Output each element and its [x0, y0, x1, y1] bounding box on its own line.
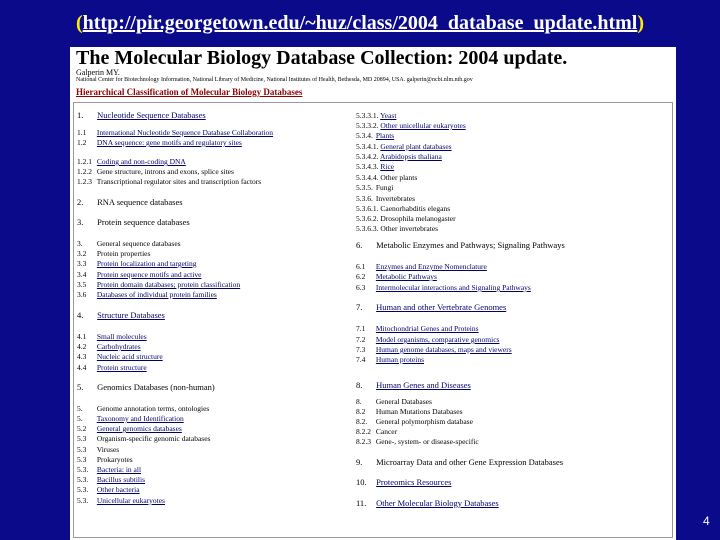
entry-label: Other invertebrates	[380, 224, 439, 233]
classification-entry	[77, 218, 190, 227]
source-url-link[interactable]: http://pir.georgetown.edu/~huz/class/2004_database_update.html	[82, 12, 638, 34]
entry-number: 8.2	[356, 407, 366, 416]
entry-link[interactable]: Rice	[380, 162, 395, 171]
entry-number: 1.2.1	[77, 157, 92, 166]
entry-number: 8.2.	[356, 417, 368, 426]
entry-label: Other plants	[380, 173, 418, 182]
entry-number: 5.3.4.2.	[356, 152, 379, 161]
entry-number: 5.3.4.	[356, 131, 373, 140]
entry-number: 7.2	[356, 335, 366, 344]
entry-number: 5.3.	[77, 475, 89, 484]
entry-label: RNA sequence databases	[97, 197, 183, 207]
page-title: The Molecular Biology Database Collection: 2004 update.	[76, 47, 568, 69]
entry-number: 5.2	[77, 424, 87, 433]
classification-entry[interactable]	[77, 465, 141, 474]
entry-number: 5.3	[77, 445, 87, 454]
classification-entry	[77, 198, 183, 207]
classification-entry[interactable]	[77, 352, 163, 361]
entry-label: Metabolic Enzymes and Pathways; Signaling Pathways	[376, 240, 565, 250]
entry-link[interactable]: DNA sequence: gene motifs and regulatory sites	[96, 138, 242, 147]
classification-entry[interactable]	[356, 121, 466, 130]
entry-number: 8.2.2	[356, 427, 371, 436]
classification-entry[interactable]	[356, 142, 452, 151]
entry-label: Protein properties	[96, 249, 151, 258]
entry-number: 5.3.5.	[356, 183, 373, 192]
entry-link[interactable]: Proteomics Resources	[376, 477, 452, 487]
entry-link[interactable]: Arabidopsis thaliana	[379, 152, 442, 161]
entry-link[interactable]: Plants	[375, 131, 395, 140]
entry-label: Cancer	[375, 427, 398, 436]
entry-link[interactable]: Other bacteria	[96, 485, 140, 494]
classification-entry[interactable]	[77, 414, 184, 423]
classification-entry	[356, 173, 417, 182]
classification-entry[interactable]	[77, 475, 145, 484]
entry-number: 5.3.4.1.	[356, 142, 379, 151]
classification-entry[interactable]	[77, 424, 182, 433]
classification-entry	[77, 404, 209, 413]
entry-number: 3.	[77, 217, 84, 227]
entry-link[interactable]: Nucleotide Sequence Databases	[97, 110, 206, 120]
entry-number: 5.	[77, 382, 84, 392]
entry-link[interactable]: Taxonomy and Identification	[96, 414, 184, 423]
entry-number: 11.	[356, 498, 367, 508]
entry-label: Gene-, system- or disease-specific	[375, 437, 479, 446]
entry-number: 3.3	[77, 259, 87, 268]
entry-link[interactable]: Coding and non-coding DNA	[96, 157, 186, 166]
entry-label: Protein sequence databases	[97, 217, 190, 227]
classification-entry[interactable]	[356, 345, 512, 354]
entry-number: 1.1	[77, 128, 87, 137]
classification-entry[interactable]	[77, 311, 165, 320]
classification-entry	[77, 445, 119, 454]
entry-label: Prokaryotes	[96, 455, 133, 464]
entry-link[interactable]: Nucleic acid structure	[96, 352, 163, 361]
classification-entry[interactable]	[77, 128, 273, 137]
classification-entry[interactable]	[356, 152, 442, 161]
entry-link[interactable]: Other Molecular Biology Databases	[376, 498, 499, 508]
entry-link[interactable]: International Nucleotide Sequence Database Collaboration	[96, 128, 274, 137]
classification-entry	[77, 434, 210, 443]
classification-entry	[356, 437, 479, 446]
classification-entry[interactable]	[356, 478, 451, 487]
classification-panel	[73, 102, 673, 538]
classification-entry[interactable]	[356, 499, 499, 508]
entry-number: 5.3.	[77, 465, 89, 474]
entry-link[interactable]: Enzymes and Enzyme Nomenclature	[375, 262, 487, 271]
entry-label: Fungi	[375, 183, 394, 192]
entry-label: Gene structure, introns and exons, splice sites	[96, 167, 234, 176]
classification-entry[interactable]	[356, 355, 424, 364]
entry-link[interactable]: Unicellular eukaryotes	[96, 496, 165, 505]
entry-link[interactable]: Human genome databases, maps and viewers	[375, 345, 512, 354]
affiliation: National Center for Biotechnology Information, National Library of Medicine, National Institutes of Health, Bethesda, MD 20894, USA. galperin@ncbi.nlm.nih.gov	[76, 77, 473, 83]
entry-number: 5.	[77, 404, 83, 413]
entry-number: 4.4	[77, 363, 87, 372]
author: Galperin MY.	[76, 68, 120, 77]
entry-number: 4.2	[77, 342, 87, 351]
entry-number: 8.	[356, 380, 363, 390]
classification-entry	[77, 383, 215, 392]
entry-link[interactable]: Protein localization and targeting	[96, 259, 197, 268]
classification-entry[interactable]	[77, 485, 140, 494]
entry-number: 5.3.3.2.	[356, 121, 379, 130]
entry-number: 3.6	[77, 290, 87, 299]
classification-entry[interactable]	[77, 270, 201, 279]
classification-link[interactable]: Hierarchical Classification of Molecular Biology Databases	[76, 87, 303, 97]
slide-page-number: 4	[703, 514, 710, 528]
entry-label: Human Mutations Databases	[375, 407, 463, 416]
entry-number: 5.3	[77, 434, 87, 443]
classification-entry[interactable]	[356, 303, 506, 312]
classification-entry	[356, 458, 563, 467]
entry-number: 1.2	[77, 138, 87, 147]
classification-entry	[356, 241, 565, 250]
classification-entry[interactable]	[77, 332, 147, 341]
classification-entry[interactable]	[77, 259, 197, 268]
classification-entry[interactable]	[77, 290, 217, 299]
entry-number: 5.3.	[77, 496, 89, 505]
entry-number: 3.	[77, 239, 83, 248]
entry-link[interactable]: Metabolic Pathways	[375, 272, 437, 281]
entry-link[interactable]: Bacillus subtilis	[96, 475, 146, 484]
entry-number: 6.2	[356, 272, 366, 281]
classification-entry	[356, 427, 397, 436]
entry-number: 7.	[356, 302, 363, 312]
classification-entry	[77, 167, 234, 176]
classification-entry[interactable]	[356, 262, 487, 271]
entry-number: 5.3.3.1.	[356, 111, 379, 120]
classification-entry[interactable]	[356, 131, 394, 140]
entry-link[interactable]: Human and other Vertebrate Genomes	[376, 302, 507, 312]
entry-label: Invertebrates	[375, 194, 416, 203]
entry-number: 4.3	[77, 352, 87, 361]
entry-link[interactable]: Model organisms, comparative genomics	[375, 335, 500, 344]
entry-number: 8.	[356, 397, 362, 406]
entry-label: Transcriptional regulator sites and transcription factors	[96, 177, 262, 186]
classification-entry	[356, 417, 473, 426]
classification-entry[interactable]	[356, 381, 471, 390]
classification-entry[interactable]	[77, 111, 206, 120]
classification-entry	[356, 407, 463, 416]
entry-link[interactable]: Protein structure	[96, 363, 147, 372]
entry-link[interactable]: Structure Databases	[97, 310, 165, 320]
entry-number: 5.3.6.2.	[356, 214, 379, 223]
entry-label: Microarray Data and other Gene Expression Databases	[376, 457, 564, 467]
entry-number: 5.3.4.3.	[356, 162, 379, 171]
entry-link[interactable]: Small molecules	[96, 332, 147, 341]
entry-number: 5.3	[77, 455, 87, 464]
classification-entry[interactable]	[356, 111, 396, 120]
entry-label: Drosophila melanogaster	[380, 214, 456, 223]
entry-link[interactable]: General genomics databases	[96, 424, 182, 433]
classification-entry[interactable]	[77, 138, 242, 147]
entry-number: 5.3.6.	[356, 194, 373, 203]
entry-number: 2.	[77, 197, 84, 207]
entry-number: 4.1	[77, 332, 87, 341]
entry-link[interactable]: Protein sequence motifs and active	[96, 270, 202, 279]
entry-link[interactable]: Mitochondrial Genes and Proteins	[375, 324, 479, 333]
entry-label: Genome annotation terms, ontologies	[96, 404, 210, 413]
classification-entry	[77, 239, 181, 248]
classification-entry[interactable]	[356, 162, 394, 171]
entry-link[interactable]: Bacteria: in all	[96, 465, 142, 474]
entry-link[interactable]: Protein domain databases; protein classification	[96, 280, 241, 289]
entry-label: General polymorphism database	[375, 417, 473, 426]
classification-entry[interactable]	[77, 342, 141, 351]
entry-number: 3.4	[77, 270, 87, 279]
classification-entry[interactable]	[77, 496, 165, 505]
entry-number: 6.3	[356, 283, 366, 292]
entry-number: 1.2.3	[77, 177, 92, 186]
classification-entry[interactable]	[356, 324, 479, 333]
entry-label: Viruses	[96, 445, 120, 454]
classification-entry	[77, 455, 133, 464]
classification-entry	[77, 177, 261, 186]
classification-entry[interactable]	[77, 363, 147, 372]
entry-label: Organism-specific genomic databases	[96, 434, 211, 443]
entry-number: 5.3.	[77, 485, 89, 494]
entry-number: 10.	[356, 477, 367, 487]
entry-label: General sequence databases	[96, 239, 181, 248]
entry-number: 3.2	[77, 249, 87, 258]
entry-number: 5.3.6.1.	[356, 204, 379, 213]
entry-link[interactable]: Other unicellular eukaryotes	[380, 121, 466, 130]
entry-link[interactable]: Carbohydrates	[96, 342, 141, 351]
classification-entry[interactable]	[356, 272, 437, 281]
close-paren: )	[637, 12, 645, 34]
entry-label: Caenorhabditis elegans	[380, 204, 451, 213]
entry-number: 7.1	[356, 324, 366, 333]
classification-entry[interactable]	[356, 283, 531, 292]
entry-link[interactable]: Human proteins	[375, 355, 424, 364]
classification-entry[interactable]	[77, 157, 186, 166]
entry-number: 5.3.4.4.	[356, 173, 379, 182]
slide-url-header	[0, 12, 720, 35]
entry-number: 9.	[356, 457, 363, 467]
entry-number: 1.2.2	[77, 167, 92, 176]
classification-entry[interactable]	[356, 335, 499, 344]
classification-entry	[356, 397, 432, 406]
classification-entry[interactable]	[77, 280, 240, 289]
entry-number: 8.2.3	[356, 437, 371, 446]
classification-entry	[356, 214, 456, 223]
classification-entry	[356, 194, 415, 203]
open-paren: (	[75, 12, 83, 34]
classification-entry	[356, 224, 438, 233]
entry-label: Genomics Databases (non-human)	[97, 382, 215, 392]
entry-number: 3.5	[77, 280, 87, 289]
webpage-screenshot	[70, 47, 676, 540]
entry-link[interactable]: Databases of individual protein families	[96, 290, 217, 299]
entry-label: General Databases	[375, 397, 432, 406]
classification-entry	[356, 204, 450, 213]
entry-number: 7.4	[356, 355, 366, 364]
entry-link[interactable]: Intermolecular interactions and Signaling Pathways	[375, 283, 531, 292]
entry-number: 1.	[77, 110, 84, 120]
entry-number: 7.3	[356, 345, 366, 354]
entry-number: 5.	[77, 414, 83, 423]
entry-link[interactable]: Yeast	[380, 111, 397, 120]
entry-number: 6.	[356, 240, 363, 250]
entry-link[interactable]: Human Genes and Diseases	[376, 380, 471, 390]
classification-entry	[77, 249, 150, 258]
classification-entry	[356, 183, 393, 192]
entry-number: 6.1	[356, 262, 366, 271]
entry-number: 5.3.6.3.	[356, 224, 379, 233]
entry-number: 4.	[77, 310, 84, 320]
entry-link[interactable]: General plant databases	[380, 142, 452, 151]
